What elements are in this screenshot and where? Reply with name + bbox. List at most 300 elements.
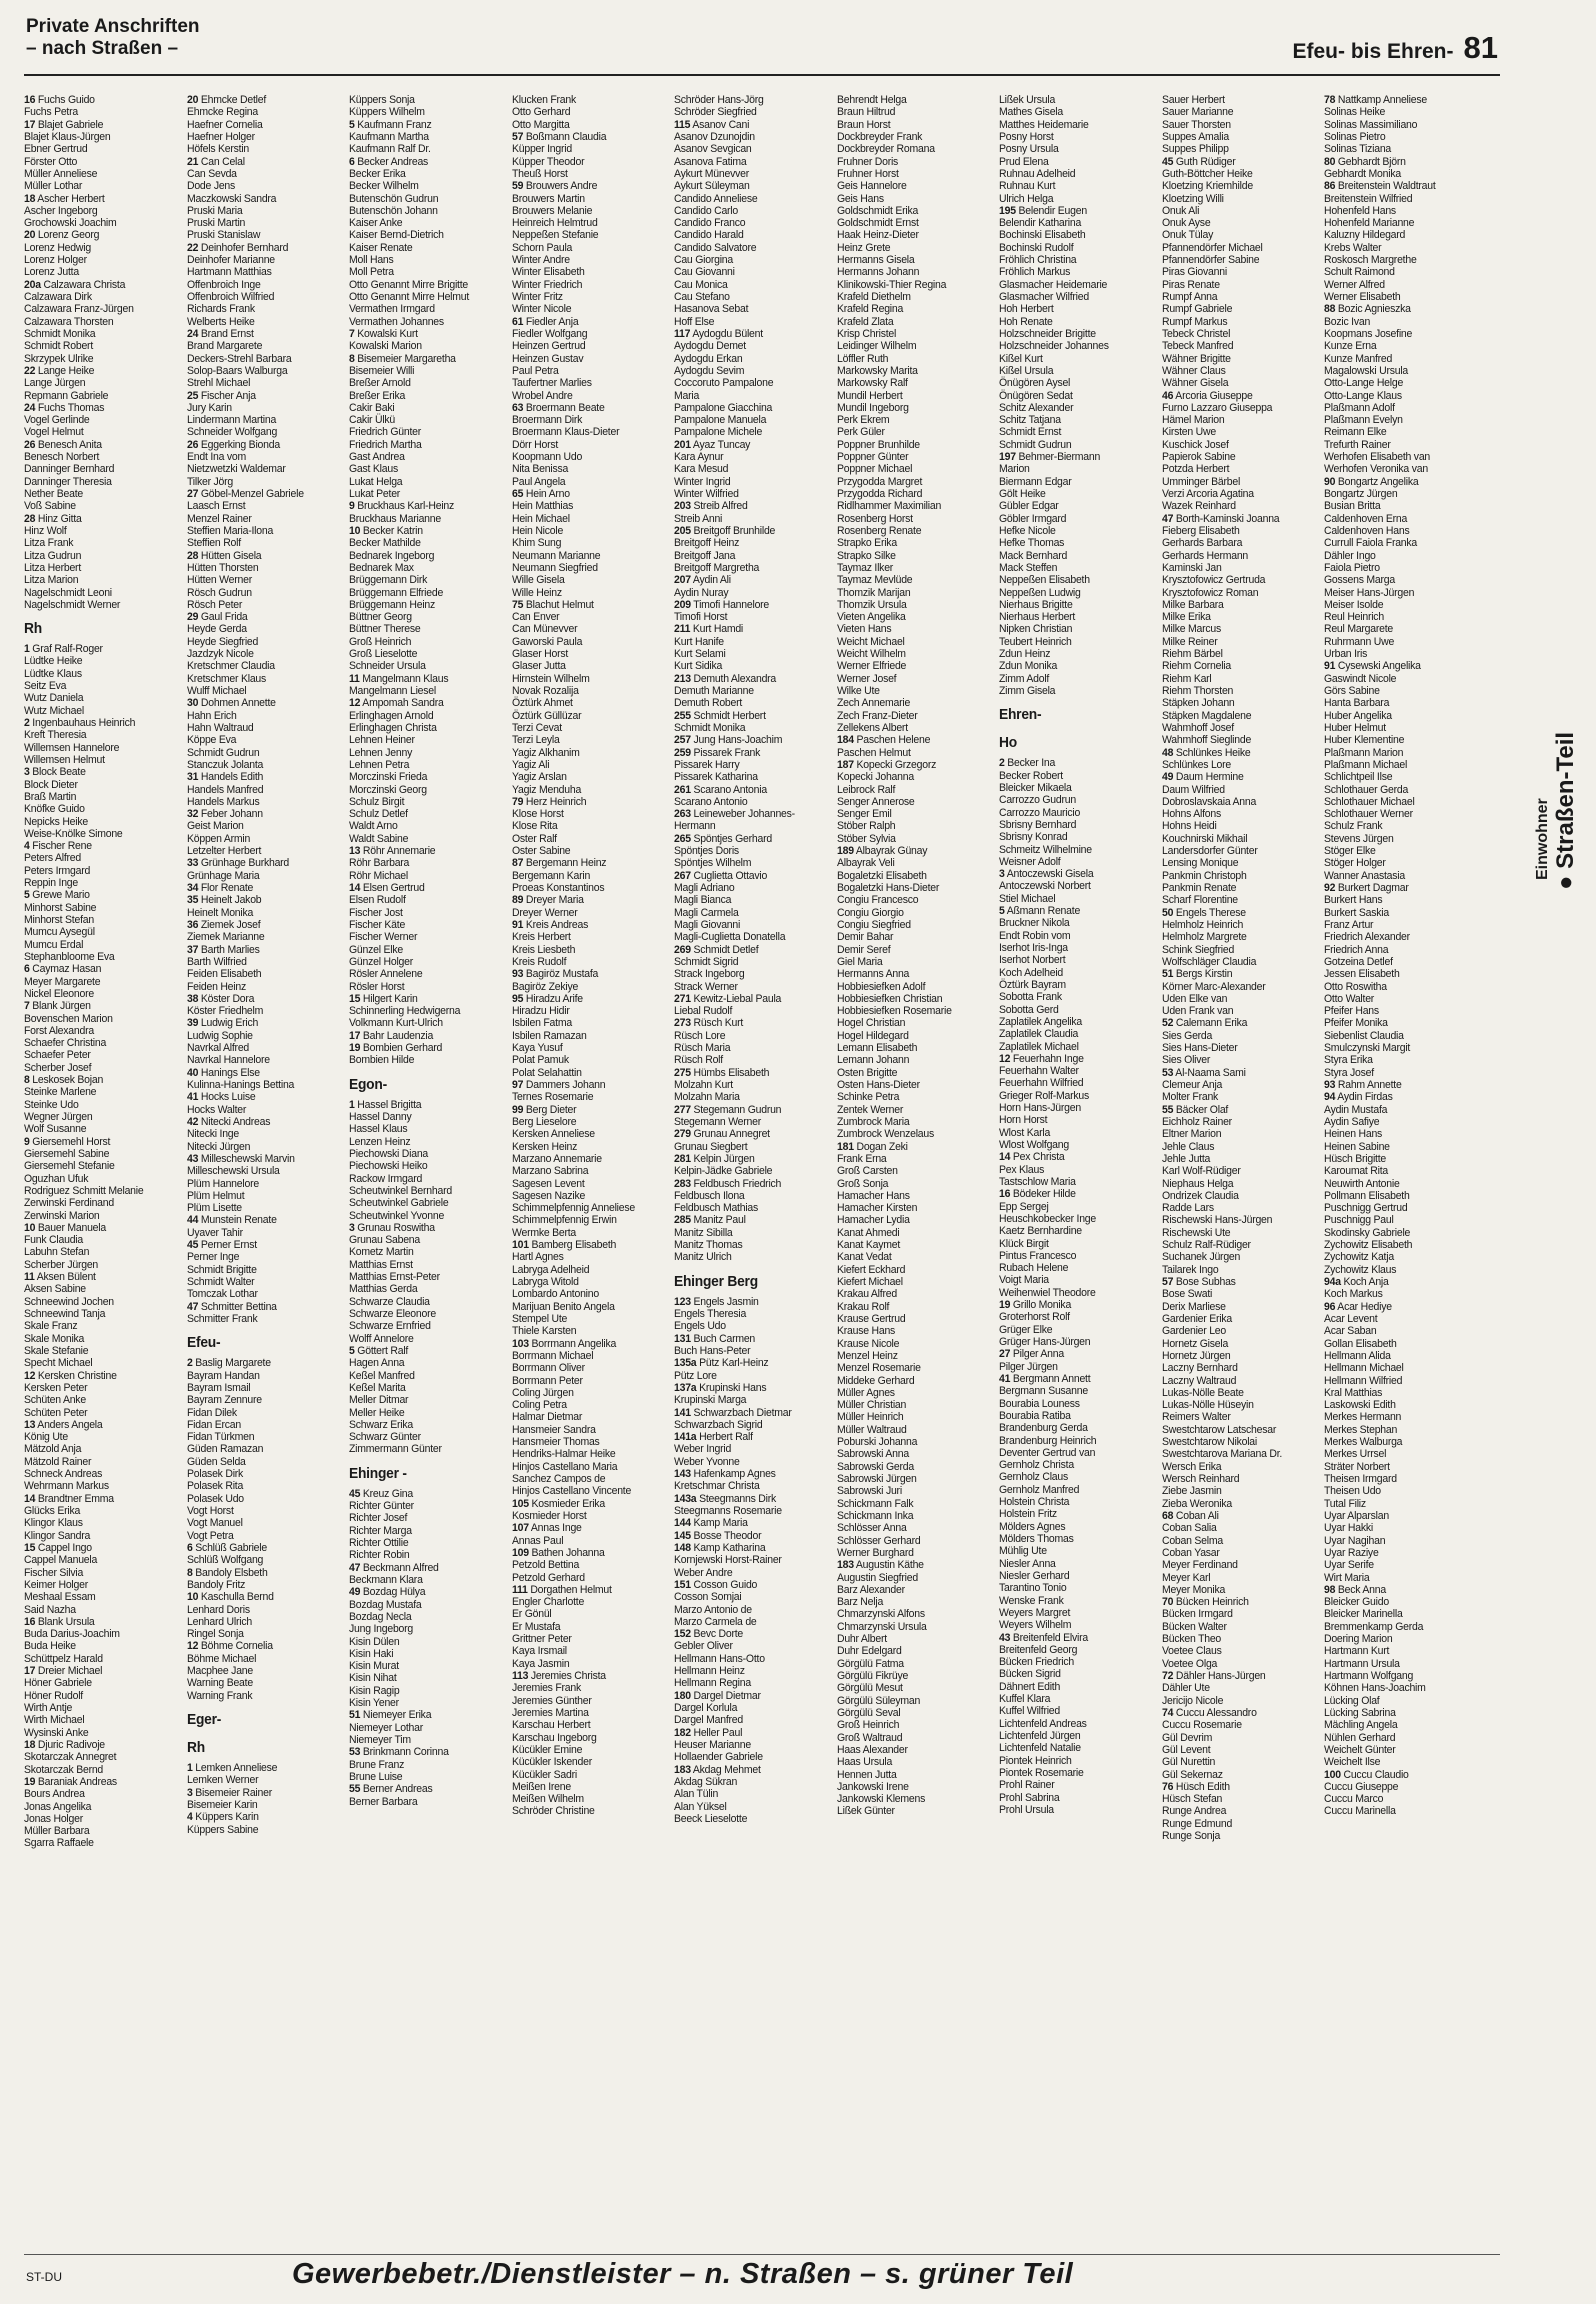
resident-entry xyxy=(187,845,336,857)
resident-entry xyxy=(187,1640,336,1652)
resident-entry xyxy=(1324,1325,1473,1337)
resident-entry xyxy=(349,1382,498,1394)
resident-entry xyxy=(837,784,986,796)
resident-name: Mack Bernhard xyxy=(999,549,1068,562)
house-number: 12 xyxy=(187,1640,199,1653)
resident-name: Giersemehl Sabine xyxy=(24,1147,110,1160)
resident-entry xyxy=(24,803,173,815)
resident-name: Stempel Ute xyxy=(512,1312,568,1325)
resident-name: Buch Carmen xyxy=(693,1332,756,1345)
resident-name: Er Mustafa xyxy=(512,1620,561,1633)
resident-entry xyxy=(1324,316,1473,328)
resident-entry xyxy=(512,168,661,180)
resident-name: Ruhrmann Uwe xyxy=(1324,635,1395,648)
resident-entry xyxy=(187,229,336,241)
resident-name: Krafeld Diethelm xyxy=(837,291,911,303)
resident-entry xyxy=(999,500,1148,512)
resident-name: Sagesen Levent xyxy=(512,1177,585,1190)
resident-entry xyxy=(837,808,986,820)
resident-name: Mumcu Erdal xyxy=(24,938,84,951)
resident-entry xyxy=(1324,623,1473,635)
resident-entry xyxy=(187,1251,336,1263)
house-number: 24 xyxy=(187,327,199,340)
directory-column xyxy=(349,94,498,2244)
house-number: 55 xyxy=(349,1783,361,1796)
resident-entry xyxy=(674,156,823,168)
resident-name: Bochinski Rudolf xyxy=(999,241,1074,254)
resident-name: Hüsch Brigitte xyxy=(1324,1152,1387,1165)
house-number: 19 xyxy=(349,1042,361,1055)
resident-entry xyxy=(1324,796,1473,808)
house-number: 93 xyxy=(512,968,524,981)
resident-entry xyxy=(187,291,336,303)
resident-entry xyxy=(24,168,173,180)
resident-name: Weisner Adolf xyxy=(999,855,1061,868)
resident-entry xyxy=(349,1407,498,1419)
resident-entry xyxy=(837,587,986,599)
resident-name: Bauer Manuela xyxy=(37,1221,106,1234)
resident-name: Wenske Frank xyxy=(999,1594,1064,1607)
resident-name: Acar Saban xyxy=(1324,1325,1377,1338)
house-number: 49 xyxy=(349,1586,361,1599)
house-number: 269 xyxy=(674,943,691,956)
resident-name: Taymaz Mevlüde xyxy=(837,574,913,587)
resident-entry xyxy=(1162,1350,1311,1362)
resident-entry xyxy=(1324,131,1473,143)
resident-name: Schinke Petra xyxy=(837,1091,900,1104)
resident-name: Buda Darius-Joachim xyxy=(24,1628,120,1641)
resident-entry xyxy=(674,340,823,352)
resident-name: Schwarz Günter xyxy=(349,1431,421,1444)
resident-entry xyxy=(837,242,986,254)
resident-name: Rüsch Kurt xyxy=(693,1017,744,1030)
house-number: 27 xyxy=(999,1348,1011,1361)
house-number: 17 xyxy=(349,1029,361,1042)
resident-entry xyxy=(837,599,986,611)
resident-name: Gölt Heike xyxy=(999,488,1046,500)
resident-name: Milke Marcus xyxy=(1162,623,1221,636)
resident-entry xyxy=(512,156,661,168)
resident-entry xyxy=(674,1530,823,1542)
resident-name: Pintus Francesco xyxy=(999,1249,1077,1262)
resident-name: Hanta Barbara xyxy=(1324,697,1390,710)
resident-entry xyxy=(674,611,823,623)
resident-name: Lukat Helga xyxy=(349,475,403,488)
house-number: 40 xyxy=(187,1066,199,1079)
resident-name: Bozdag Hülya xyxy=(362,1586,426,1599)
resident-entry xyxy=(187,353,336,365)
resident-entry xyxy=(1324,1645,1473,1657)
resident-entry xyxy=(1162,1325,1311,1337)
resident-name: Strack Werner xyxy=(674,980,738,993)
resident-entry xyxy=(187,193,336,205)
resident-name: Berner Barbara xyxy=(349,1795,418,1808)
resident-entry xyxy=(1324,857,1473,869)
resident-entry xyxy=(837,611,986,623)
resident-entry xyxy=(512,1535,661,1547)
resident-entry xyxy=(837,648,986,660)
resident-entry xyxy=(512,1091,661,1103)
resident-name: Belendir Eugen xyxy=(1018,204,1087,217)
house-number: 57 xyxy=(512,130,524,143)
resident-name: Verzi Arcoria Agatina xyxy=(1162,488,1254,500)
resident-name: Timofi Horst xyxy=(674,611,728,624)
resident-name: Lücking Olaf xyxy=(1324,1694,1380,1707)
resident-name: Boßmann Claudia xyxy=(525,130,607,143)
resident-name: Kloetzing Willi xyxy=(1162,192,1224,205)
resident-entry xyxy=(24,94,173,106)
resident-name: Strehl Michael xyxy=(187,377,251,390)
resident-name: Lehnen Heiner xyxy=(349,734,415,747)
resident-entry xyxy=(999,1496,1148,1508)
resident-entry xyxy=(999,1656,1148,1668)
resident-name: Kurt Sidika xyxy=(674,660,723,673)
resident-entry xyxy=(349,722,498,734)
resident-name: Handels Edith xyxy=(200,771,264,784)
resident-entry xyxy=(999,636,1148,648)
resident-entry xyxy=(1162,353,1311,365)
resident-entry xyxy=(1324,291,1473,303)
resident-name: Barz Alexander xyxy=(837,1583,905,1596)
resident-entry xyxy=(187,156,336,168)
resident-name: Endt Robin vom xyxy=(999,929,1071,942)
resident-name: Baslig Margarete xyxy=(195,1357,271,1370)
resident-entry xyxy=(187,1762,336,1774)
resident-entry xyxy=(999,831,1148,843)
resident-entry xyxy=(999,880,1148,892)
resident-name: Heuser Marianne xyxy=(674,1738,751,1751)
house-number: 152 xyxy=(674,1628,691,1641)
page-header-left xyxy=(26,16,200,60)
house-number: 15 xyxy=(24,1541,36,1554)
resident-entry xyxy=(512,1448,661,1460)
resident-entry xyxy=(674,784,823,796)
house-number: 20 xyxy=(24,229,36,242)
resident-name: Keimer Holger xyxy=(24,1578,88,1591)
resident-name: Ludwig Sophie xyxy=(187,1029,253,1042)
resident-entry xyxy=(512,1338,661,1350)
house-number: 180 xyxy=(674,1689,691,1702)
house-number: 203 xyxy=(674,500,691,513)
resident-name: Markowsky Marita xyxy=(837,364,918,377)
resident-name: Huber Helmut xyxy=(1324,721,1386,734)
resident-entry xyxy=(999,1213,1148,1225)
resident-name: Brandenburg Gerda xyxy=(999,1422,1088,1435)
resident-name: Asanov Dzunojdin xyxy=(674,130,755,143)
resident-entry xyxy=(24,328,173,340)
resident-entry xyxy=(24,279,173,291)
resident-name: Hartmann Kurt xyxy=(1324,1645,1390,1658)
resident-name: Cuccu Marinella xyxy=(1324,1805,1396,1818)
house-number: 151 xyxy=(674,1578,691,1591)
resident-entry xyxy=(512,1633,661,1645)
resident-name: Hermanns Anna xyxy=(837,968,910,981)
resident-name: Bücken Friedrich xyxy=(999,1656,1074,1669)
house-number: 14 xyxy=(349,882,361,894)
resident-entry xyxy=(1324,833,1473,845)
resident-entry xyxy=(999,1545,1148,1557)
resident-entry xyxy=(674,636,823,648)
resident-entry xyxy=(837,229,986,241)
resident-name: Wlost Karla xyxy=(999,1126,1051,1139)
resident-entry xyxy=(24,951,173,963)
resident-entry xyxy=(1162,673,1311,685)
resident-entry xyxy=(1162,1510,1311,1522)
resident-entry xyxy=(349,1345,498,1357)
resident-entry xyxy=(674,1079,823,1091)
resident-entry xyxy=(24,729,173,741)
resident-entry xyxy=(24,1173,173,1185)
resident-name: Pilger Anna xyxy=(1012,1348,1064,1361)
resident-name: Aksen Sabine xyxy=(24,1283,86,1296)
resident-entry xyxy=(1162,1399,1311,1411)
resident-name: Schwarze Eleonore xyxy=(349,1308,436,1320)
resident-entry xyxy=(674,1776,823,1788)
resident-name: Höner Rudolf xyxy=(24,1689,83,1702)
resident-entry xyxy=(512,894,661,906)
resident-name: Block Dieter xyxy=(24,778,78,791)
resident-name: Wegner Jürgen xyxy=(24,1111,93,1123)
resident-name: Klose Rita xyxy=(512,820,558,833)
resident-entry xyxy=(1162,1239,1311,1251)
resident-entry xyxy=(24,1259,173,1271)
resident-entry xyxy=(349,660,498,672)
resident-name: Cysewski Angelika xyxy=(1337,660,1421,673)
resident-entry xyxy=(24,488,173,500)
resident-entry xyxy=(512,1670,661,1682)
resident-name: Krebs Walter xyxy=(1324,241,1382,254)
resident-name: Behmer-Biermann xyxy=(1018,451,1101,464)
resident-entry xyxy=(512,291,661,303)
resident-name: Keßel Marita xyxy=(349,1381,406,1394)
resident-name: Hüsch Edith xyxy=(1175,1780,1230,1793)
resident-name: Brinkmann Corinna xyxy=(362,1746,449,1759)
house-number: 17 xyxy=(24,118,36,131)
resident-entry xyxy=(24,1086,173,1098)
resident-name: Dogan Zeki xyxy=(856,1140,908,1153)
resident-entry xyxy=(837,1227,986,1239)
resident-entry xyxy=(512,1190,661,1202)
resident-name: Günzel Holger xyxy=(349,955,413,968)
resident-entry xyxy=(512,1276,661,1288)
resident-name: Welberts Heike xyxy=(187,315,255,328)
resident-name: Breitgoff Brunhilde xyxy=(693,524,776,537)
resident-entry xyxy=(512,488,661,500)
resident-entry xyxy=(837,1756,986,1768)
resident-name: Butenschön Johann xyxy=(349,204,438,217)
resident-entry xyxy=(837,131,986,143)
resident-entry xyxy=(512,106,661,118)
resident-entry xyxy=(349,1771,498,1783)
resident-entry xyxy=(187,1407,336,1419)
resident-entry xyxy=(512,439,661,451)
resident-entry xyxy=(674,525,823,537)
resident-name: Bose Subhas xyxy=(1175,1276,1236,1288)
resident-name: Kanat Ahmedi xyxy=(837,1226,900,1239)
resident-name: Kara Mesud xyxy=(674,463,729,476)
resident-name: Brüggemann Heinz xyxy=(349,598,436,611)
resident-entry xyxy=(24,353,173,365)
resident-entry xyxy=(1162,156,1311,168)
resident-name: Önügören Sedat xyxy=(999,389,1073,402)
resident-name: Elsen Rudolf xyxy=(349,894,406,907)
resident-name: Laasch Ernst xyxy=(187,500,246,513)
resident-entry xyxy=(999,242,1148,254)
resident-entry xyxy=(1324,1547,1473,1559)
resident-entry xyxy=(837,1596,986,1608)
resident-entry xyxy=(1324,870,1473,882)
resident-name: Eichholz Rainer xyxy=(1162,1115,1232,1128)
street-heading: Ho xyxy=(999,734,1017,752)
resident-name: Köster Friedhelm xyxy=(187,1005,264,1018)
resident-entry xyxy=(837,870,986,882)
resident-entry xyxy=(999,757,1148,769)
resident-entry xyxy=(674,1468,823,1480)
resident-name: Kral Matthias xyxy=(1324,1386,1383,1399)
resident-entry xyxy=(674,1357,823,1369)
resident-name: Zdun Heinz xyxy=(999,648,1051,661)
resident-name: Hein Nicole xyxy=(512,524,564,537)
resident-name: Bombien Gerhard xyxy=(362,1042,443,1055)
resident-entry xyxy=(1324,1424,1473,1436)
resident-name: Fischer Rene xyxy=(32,840,92,853)
resident-entry xyxy=(187,1042,336,1054)
resident-name: Navrkal Alfred xyxy=(187,1042,250,1055)
resident-name: Brouwers Melanie xyxy=(512,204,593,217)
resident-entry xyxy=(999,1484,1148,1496)
resident-name: Paul Petra xyxy=(512,364,559,377)
resident-entry xyxy=(349,1111,498,1123)
resident-name: Leineweber Johannes- xyxy=(693,808,795,821)
resident-name: Schulz Detlef xyxy=(349,808,408,821)
resident-name: Gossens Marga xyxy=(1324,574,1395,587)
resident-name: Müller Anneliese xyxy=(24,167,98,180)
house-number: 13 xyxy=(349,845,361,858)
resident-name: Huber Klementine xyxy=(1324,734,1405,747)
resident-name: Geist Marion xyxy=(187,820,244,833)
resident-name: Schickmann Inka xyxy=(837,1509,914,1522)
resident-name: Zychowitz Katja xyxy=(1324,1251,1394,1264)
resident-entry xyxy=(999,340,1148,352)
resident-name: Volkmann Kurt-Ulrich xyxy=(349,1017,443,1030)
resident-entry xyxy=(837,968,986,980)
resident-entry xyxy=(674,476,823,488)
resident-entry xyxy=(837,882,986,894)
resident-name: Reul Margarete xyxy=(1324,623,1394,636)
resident-entry xyxy=(1324,599,1473,611)
resident-name: Stegemann Werner xyxy=(674,1115,761,1128)
resident-name: Oguzhan Ufuk xyxy=(24,1172,89,1185)
house-number: 195 xyxy=(999,204,1016,217)
resident-name: Paul Angela xyxy=(512,475,566,488)
resident-name: Kanat Kaymet xyxy=(837,1239,901,1252)
resident-name: Böhme Cornelia xyxy=(200,1640,273,1653)
resident-entry xyxy=(1324,156,1473,168)
resident-name: Zdun Monika xyxy=(999,660,1058,673)
resident-entry xyxy=(837,944,986,956)
resident-name: Calzawara Thorsten xyxy=(24,315,114,328)
resident-entry xyxy=(24,1074,173,1086)
resident-entry xyxy=(512,1399,661,1411)
side-tab-label: Einwohner xyxy=(1534,798,1551,880)
resident-entry xyxy=(1324,525,1473,537)
resident-entry xyxy=(674,488,823,500)
resident-name: Block Beate xyxy=(32,766,86,779)
resident-name: Wille Heinz xyxy=(512,586,562,599)
house-number: 24 xyxy=(24,401,36,414)
resident-name: Bäcker Olaf xyxy=(1175,1103,1229,1116)
resident-entry xyxy=(24,587,173,599)
resident-name: Sauer Marianne xyxy=(1162,106,1234,119)
directory-column xyxy=(187,94,336,2244)
resident-name: Schmidt Monika xyxy=(674,721,746,734)
resident-name: Piras Giovanni xyxy=(1162,266,1227,279)
resident-entry xyxy=(24,1370,173,1382)
resident-entry xyxy=(674,1333,823,1345)
resident-entry xyxy=(999,488,1148,500)
resident-entry xyxy=(24,976,173,988)
resident-name: Meyer Karl xyxy=(1162,1571,1211,1584)
resident-entry xyxy=(999,1324,1148,1336)
resident-name: Novak Rozalija xyxy=(512,685,579,697)
house-number: 3 xyxy=(187,1786,193,1799)
resident-entry xyxy=(674,1431,823,1443)
resident-entry xyxy=(1162,1793,1311,1805)
house-number: 277 xyxy=(674,1103,691,1116)
resident-name: Lorenz Jutta xyxy=(24,266,79,279)
resident-name: Jeremies Christa xyxy=(530,1670,606,1682)
resident-name: Ternes Rosemarie xyxy=(512,1091,594,1104)
resident-entry xyxy=(512,820,661,832)
resident-name: Lukas-Nölle Hüseyin xyxy=(1162,1399,1254,1412)
resident-entry xyxy=(24,414,173,426)
resident-entry xyxy=(349,1672,498,1684)
resident-entry xyxy=(512,316,661,328)
resident-entry xyxy=(999,94,1148,106)
resident-entry xyxy=(512,525,661,537)
resident-entry xyxy=(1324,919,1473,931)
resident-entry xyxy=(837,1239,986,1251)
resident-name: Aydin Ali xyxy=(692,574,731,587)
resident-name: Bücken Walter xyxy=(1162,1620,1227,1633)
resident-entry xyxy=(837,1251,986,1263)
resident-name: Kaminski Jan xyxy=(1162,561,1222,574)
resident-name: Kaya Irsmail xyxy=(512,1645,567,1658)
resident-name: Breitenstein Waldtraut xyxy=(1337,180,1436,193)
resident-entry xyxy=(674,1190,823,1202)
resident-entry xyxy=(24,692,173,704)
resident-name: Sobotta Gerd xyxy=(999,1003,1059,1016)
resident-name: Handels Manfred xyxy=(187,783,264,796)
resident-entry xyxy=(674,845,823,857)
resident-entry xyxy=(1324,1116,1473,1128)
house-number: 55 xyxy=(1162,1103,1174,1116)
resident-name: Ebner Gertrud xyxy=(24,143,88,156)
resident-entry xyxy=(349,217,498,229)
resident-name: Kulinna-Hanings Bettina xyxy=(187,1079,295,1091)
house-number: 101 xyxy=(512,1239,529,1252)
resident-name: Schwarz Erika xyxy=(349,1418,413,1431)
resident-name: Stanczuk Jolanta xyxy=(187,758,264,771)
resident-name: Trefurth Rainer xyxy=(1324,438,1391,451)
resident-entry xyxy=(674,1091,823,1103)
resident-name: Schmidt Walter xyxy=(187,1276,255,1288)
resident-name: Aykurt Süleyman xyxy=(674,180,750,193)
resident-entry xyxy=(674,648,823,660)
resident-entry xyxy=(1324,1042,1473,1054)
resident-name: Köster Dora xyxy=(200,992,255,1005)
resident-entry xyxy=(837,894,986,906)
